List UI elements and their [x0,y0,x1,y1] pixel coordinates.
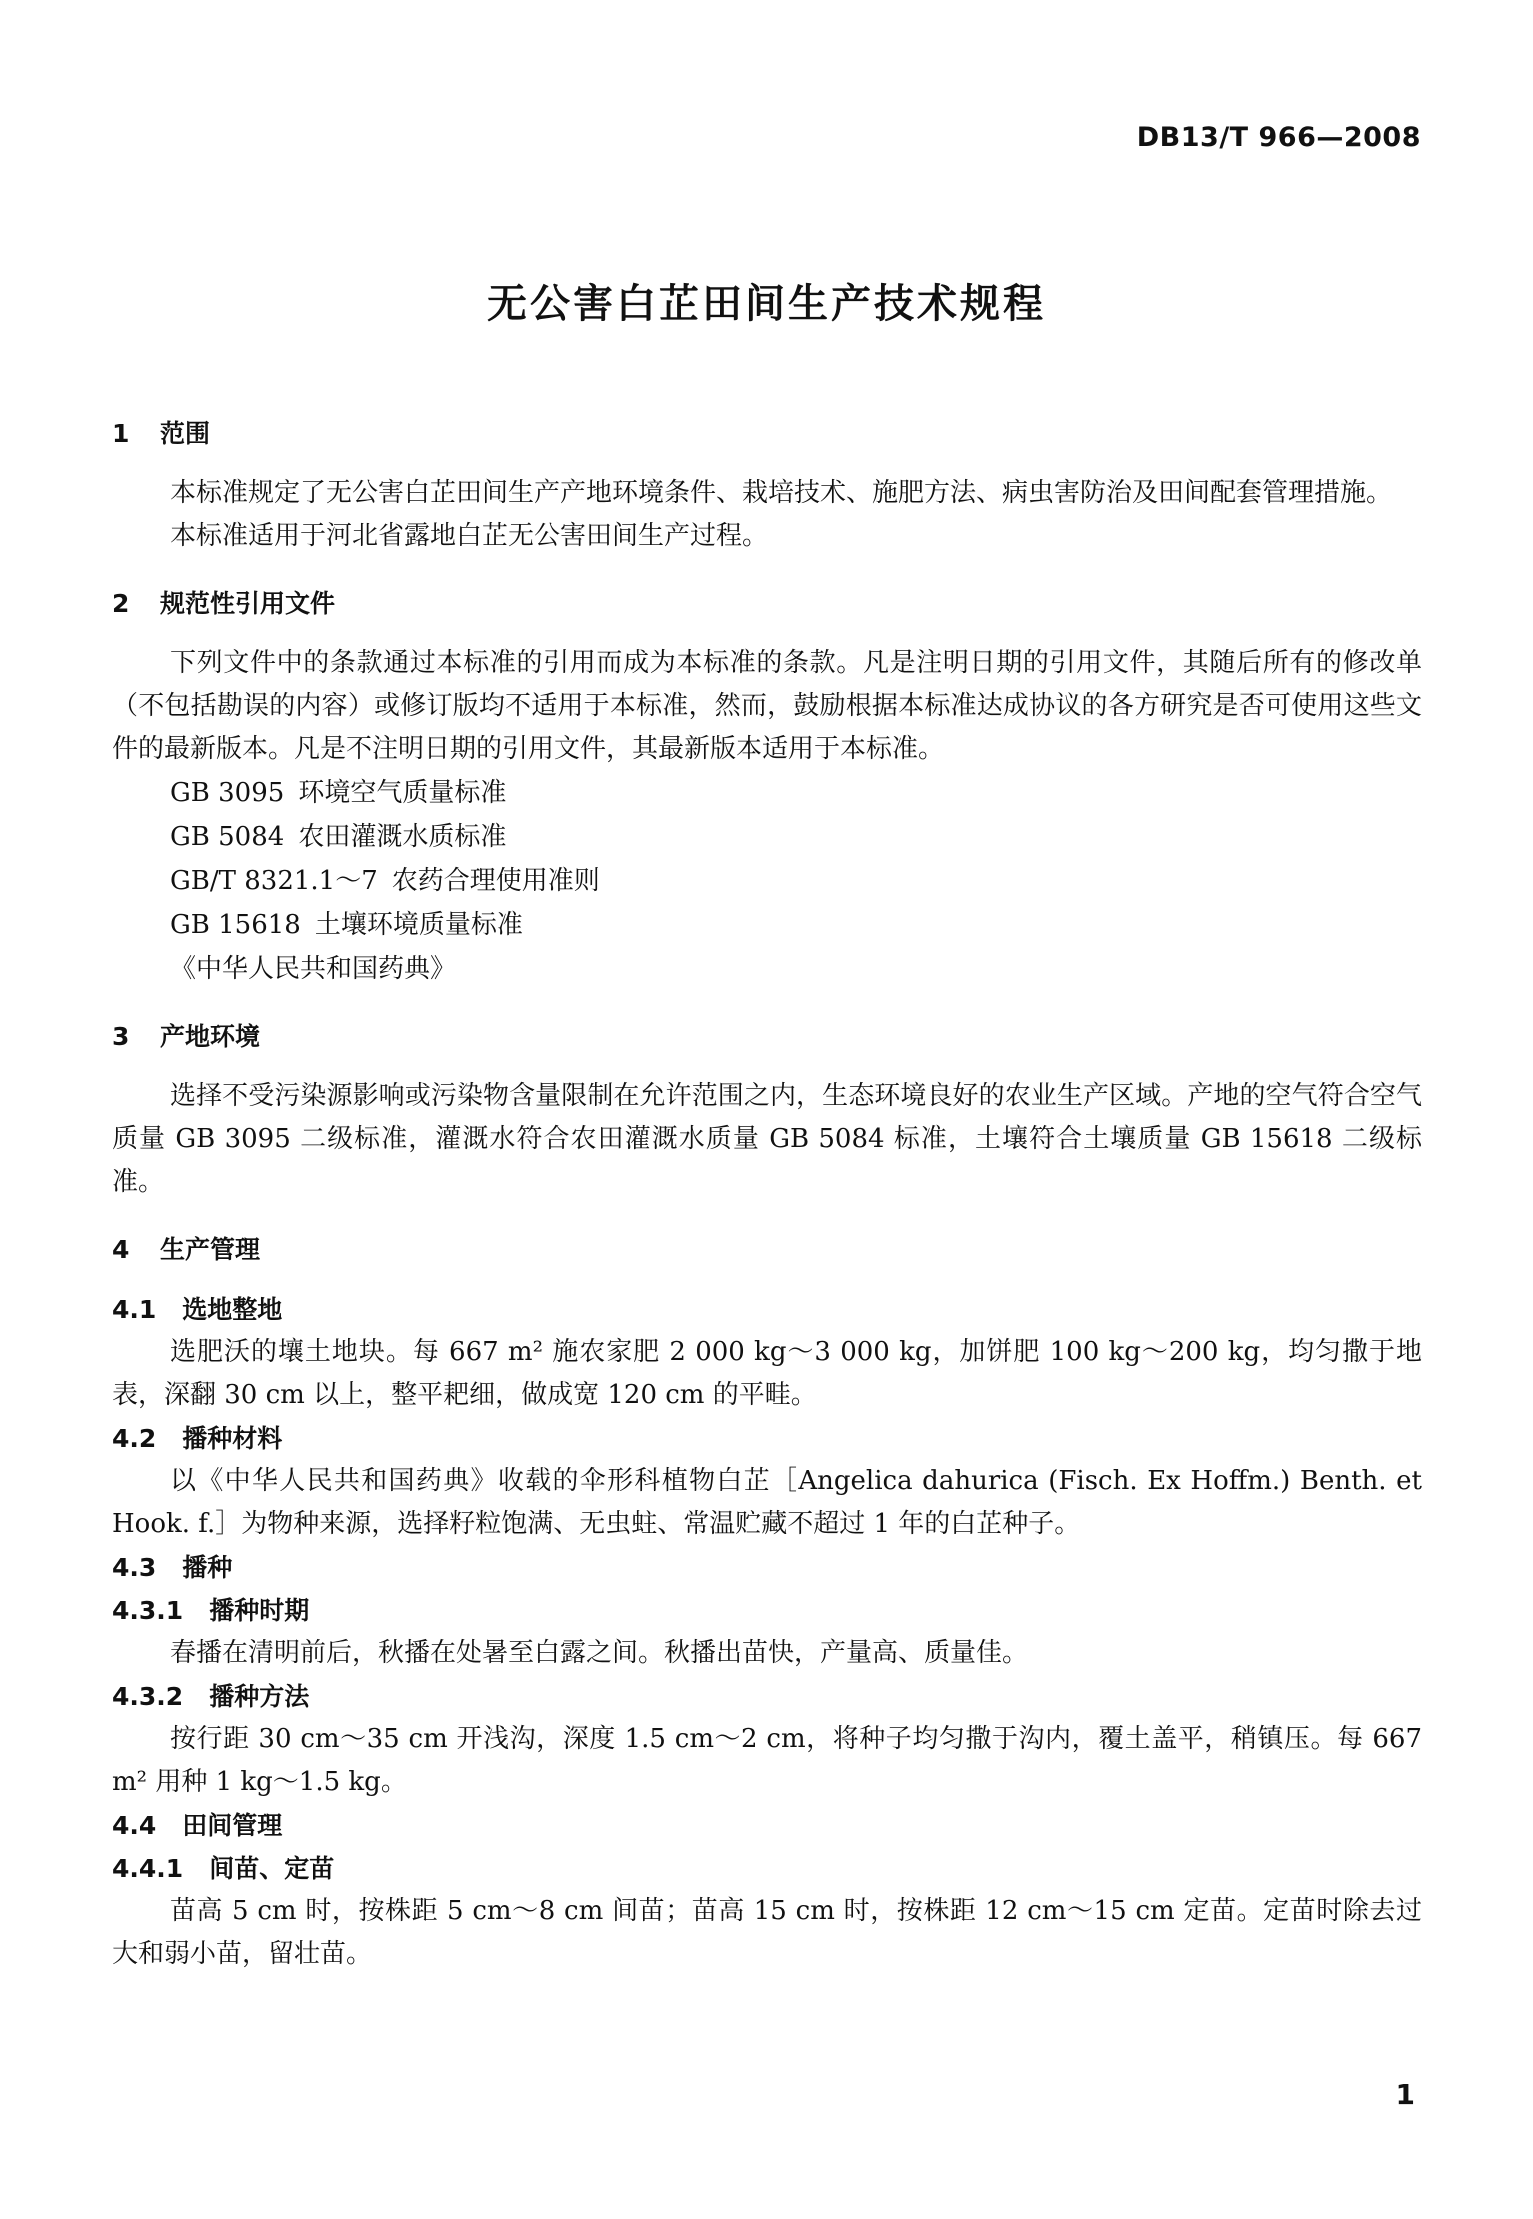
page-number: 1 [1395,2078,1415,2111]
paragraph: 选肥沃的壤土地块。每 667 m² 施农家肥 2 000 kg～3 000 kg，加饼肥 100 kg～200 kg，均匀撒于地表，深翻 30 cm 以上，整平耙细，做成宽 120 cm 的平畦。 [112,1337,1422,1410]
subsection-title: 选地整地 [182,1295,283,1324]
subsection-heading [112,1847,1422,1890]
subsection-number: 4.3.1 [112,1596,184,1625]
reference-name: 农药合理使用准则 [391,866,600,896]
section-heading [112,412,1422,456]
subsection-title: 播种方法 [209,1682,310,1711]
section-title: 产地环境 [160,1022,261,1051]
section-heading [112,1228,1422,1272]
paragraph: 下列文件中的条款通过本标准的引用而成为本标准的条款。凡是注明日期的引用文件，其随后所有的修改单（不包括勘误的内容）或修订版均不适用于本标准，然而，鼓励根据本标准达成协议的各方研究是否可使用这些文件的最新版本。凡是不注明日期的引用文件，其最新版本适用于本标准。 [112,648,1422,764]
section-number: 3 [112,1022,130,1051]
reference-code: GB 15618 [170,910,301,940]
reference-item [112,815,1422,859]
subsection-title: 播种 [182,1553,233,1582]
subsection-heading [112,1417,1422,1460]
subsection-number: 4.3 [112,1553,157,1582]
paragraph: 本标准规定了无公害白芷田间生产产地环境条件、栽培技术、施肥方法、病虫害防治及田间配套管理措施。 [170,478,1393,508]
standard-code: DB13/T 966—2008 [1136,122,1421,153]
subsection-title: 播种时期 [209,1596,310,1625]
subsection-number: 4.4 [112,1811,157,1840]
subsection-heading [112,1675,1422,1718]
subsection-title: 间苗、定苗 [209,1854,335,1883]
subsection-title: 播种材料 [182,1424,283,1453]
reference-name: 土壤环境质量标准 [314,910,523,940]
subsection-number: 4.1 [112,1295,157,1324]
paragraph: 按行距 30 cm～35 cm 开浅沟，深度 1.5 cm～2 cm，将种子均匀撒于沟内，覆土盖平，稍镇压。每 667 m² 用种 1 kg～1.5 kg。 [112,1724,1422,1797]
reference-item [112,771,1422,815]
reference-code: GB/T 8321.1～7 [170,866,378,896]
subsection-number: 4.3.2 [112,1682,184,1711]
document-title: 无公害白芷田间生产技术规程 [487,281,1046,327]
subsection-heading [112,1804,1422,1847]
reference-item [112,903,1422,947]
paragraph: 选择不受污染源影响或污染物含量限制在允许范围之内，生态环境良好的农业生产区域。产地的空气符合空气质量 GB 3095 二级标准，灌溉水符合农田灌溉水质量 GB 5084 标准，土壤符合土壤质量 GB 15618 二级标准。 [112,1081,1422,1197]
reference-code: GB 5084 [170,822,285,852]
reference-code: GB 3095 [170,778,285,808]
subsection-number: 4.2 [112,1424,157,1453]
section-title: 范围 [160,419,211,448]
reference-book: 《中华人民共和国药典》 [170,954,457,984]
paragraph: 以《中华人民共和国药典》收载的伞形科植物白芷［Angelica dahurica (Fisch. Ex Hoffm.) Benth. et Hook. f.］为物种来源，选择籽粒饱满、无虫蛀、常温贮藏不超过 1 年的白芷种子。 [112,1466,1422,1539]
subsection-heading [112,1546,1422,1589]
reference-name: 环境空气质量标准 [298,778,507,808]
paragraph: 本标准适用于河北省露地白芷无公害田间生产过程。 [170,521,769,551]
section-number: 4 [112,1235,130,1264]
section-number: 1 [112,419,130,448]
paragraph: 春播在清明前后，秋播在处暑至白露之间。秋播出苗快，产量高、质量佳。 [170,1638,1029,1668]
reference-name: 农田灌溉水质标准 [298,822,507,852]
section-title: 生产管理 [160,1235,261,1264]
subsection-number: 4.4.1 [112,1854,184,1883]
section-heading [112,1015,1422,1059]
section-title: 规范性引用文件 [160,589,336,618]
subsection-heading [112,1589,1422,1632]
section-number: 2 [112,589,130,618]
section-heading [112,582,1422,626]
document-body [112,412,1422,1976]
subsection-title: 田间管理 [182,1811,283,1840]
paragraph: 苗高 5 cm 时，按株距 5 cm～8 cm 间苗；苗高 15 cm 时，按株距 12 cm～15 cm 定苗。定苗时除去过大和弱小苗，留壮苗。 [112,1896,1422,1969]
subsection-heading [112,1288,1422,1331]
reference-item [112,859,1422,903]
